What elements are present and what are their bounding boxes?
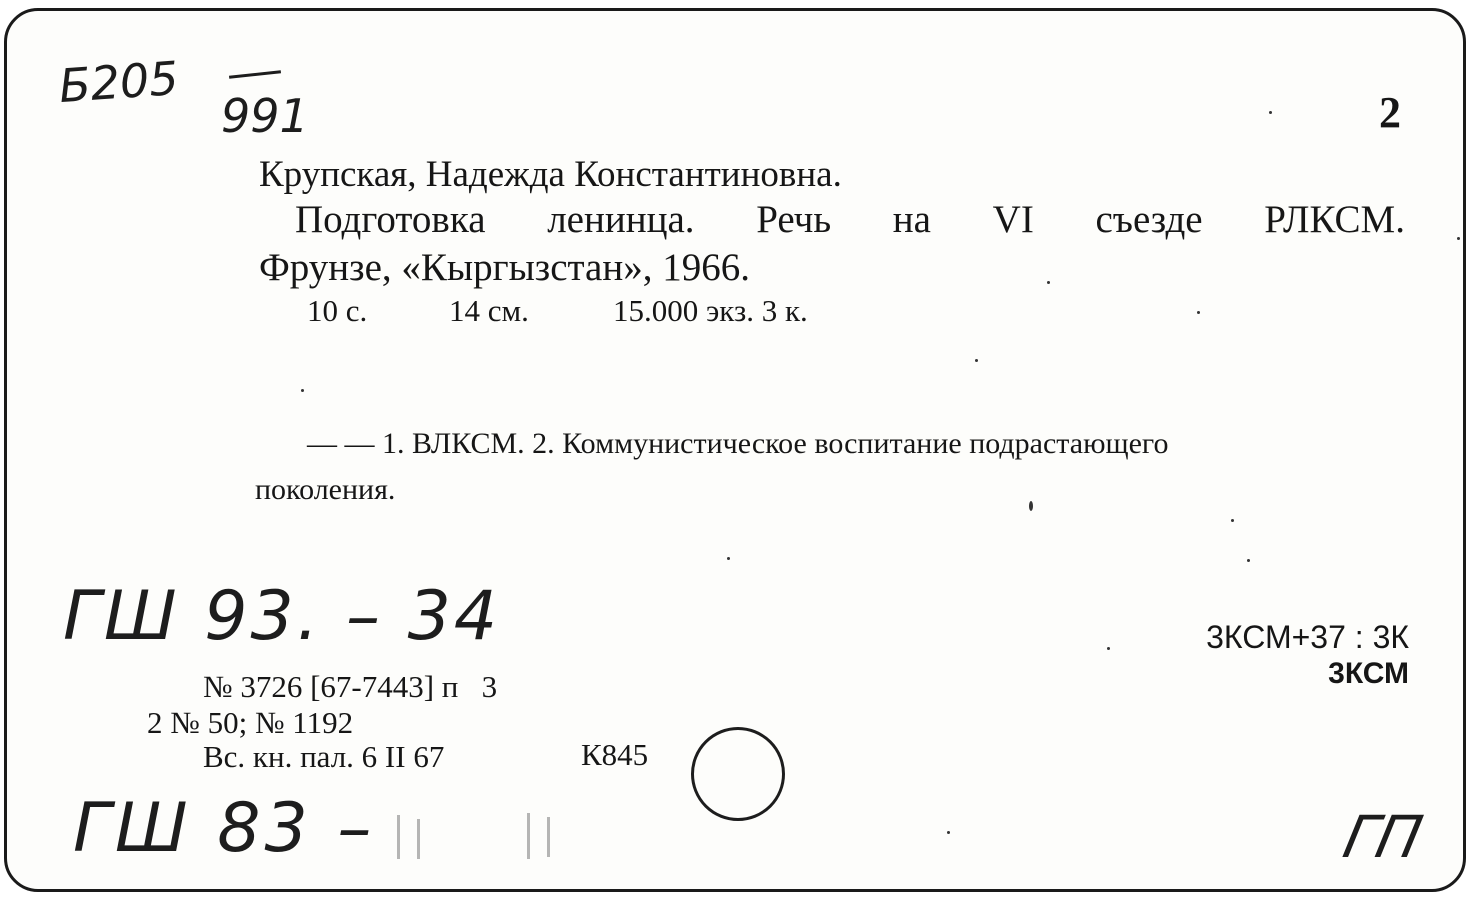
registry-line-2: 2 № 50; № 1192 [147, 705, 354, 740]
handwritten-shelf-mark-bottom: 991 [221, 89, 309, 143]
handwritten-shelf-mark-top: Б205 [57, 50, 181, 114]
speck [975, 359, 978, 362]
classification-author-mark: 3КСМ [1328, 657, 1409, 690]
speck [301, 389, 304, 392]
subjects-line-1: — — 1. ВЛКСМ. 2. Коммунистическое воспитание подрастающего [307, 427, 1169, 460]
speck [1457, 237, 1460, 240]
collation-print-run: 15.000 экз. 3 к. [613, 293, 808, 328]
speck [727, 557, 730, 560]
speck [947, 831, 950, 834]
handwritten-code-1: ГШ 93. – 34 [63, 577, 501, 656]
classification-index: 3КСМ+37 : 3К [1206, 619, 1409, 655]
registry-line-3: Вс. кн. пал. 6 II 67 [203, 739, 445, 774]
stamp-circle [691, 727, 785, 821]
title-line: Подготовка ленинца. Речь на VI съезде РЛКСМ. [295, 198, 1405, 241]
collation-size: 14 см. [449, 293, 529, 328]
speck [1029, 501, 1033, 511]
collation-pages: 10 с. [307, 293, 368, 328]
catalog-card [4, 8, 1466, 892]
subjects-line-2: поколения. [255, 473, 396, 506]
shelf-mark-divider [229, 70, 281, 78]
speck [1231, 519, 1234, 522]
speck [1247, 559, 1250, 562]
speck [1269, 111, 1272, 114]
registry-code: К845 [581, 737, 649, 772]
handwritten-initials: ГП [1337, 803, 1429, 871]
speck [1107, 647, 1110, 650]
imprint-line: Фрунзе, «Кыргызстан», 1966. [259, 246, 750, 289]
card-number: 2 [1379, 88, 1401, 137]
speck [1047, 281, 1050, 284]
author-heading: Крупская, Надежда Константиновна. [259, 154, 842, 195]
handwritten-code-2: ГШ 83 – [73, 789, 376, 868]
speck [1197, 311, 1200, 314]
faded-handwriting [387, 807, 567, 867]
registry-line-1: № 3726 [67-7443] п 3 [203, 669, 498, 704]
